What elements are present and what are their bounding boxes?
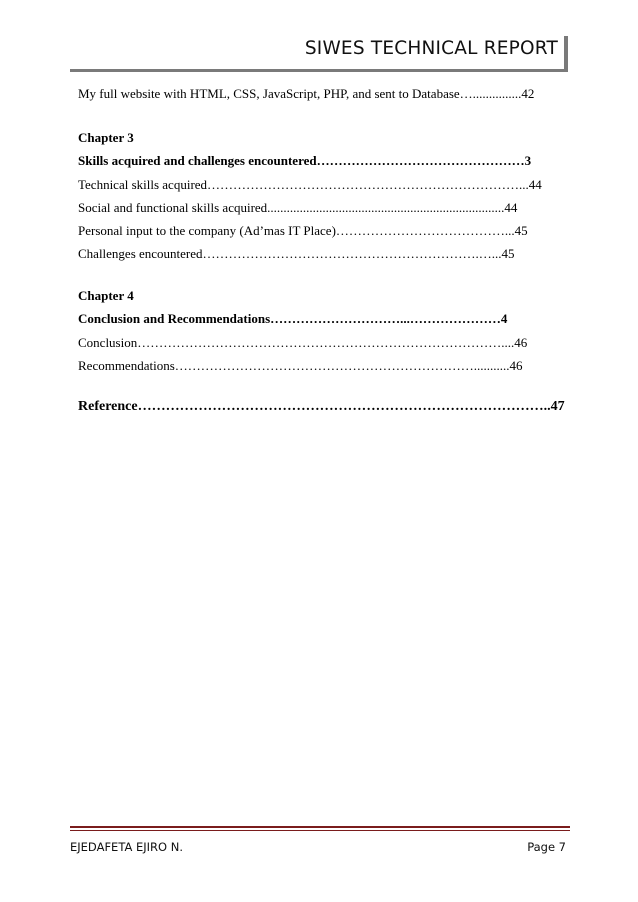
chapter4-title: Conclusion and Recommendations…………………………...…………………4 bbox=[78, 311, 508, 326]
footer-page-number: Page 7 bbox=[527, 840, 566, 854]
toc-entry-recommendations: Recommendations……………………………………………………………...........46 bbox=[78, 358, 523, 373]
header-vertical-bar bbox=[564, 36, 568, 70]
toc-entry-personal-input: Personal input to the company (Ad’mas IT Place)…………………………………...45 bbox=[78, 223, 528, 238]
page-header bbox=[70, 34, 568, 72]
toc-entry-reference: Reference……………………………………………………………………………..47 bbox=[78, 399, 565, 414]
toc-entry-social-skills: Social and functional skills acquired.........................................................................44 bbox=[78, 200, 518, 215]
toc-entry-conclusion: Conclusion…………………………………………………………………………....46 bbox=[78, 335, 528, 350]
footer-rule bbox=[70, 826, 570, 828]
toc-entry-challenges: Challenges encountered……………………………………………………….…...45 bbox=[78, 246, 515, 261]
footer-rule-thin bbox=[70, 830, 570, 831]
header-title: SIWES TECHNICAL REPORT bbox=[304, 38, 558, 59]
toc-entry-website: My full website with HTML, CSS, JavaScript, PHP, and sent to Database…...............42 bbox=[78, 86, 535, 101]
chapter4-heading: Chapter 4 bbox=[78, 288, 134, 303]
chapter3-title: Skills acquired and challenges encountered…………………………………………3 bbox=[78, 153, 532, 168]
header-rule bbox=[70, 69, 568, 72]
chapter3-heading: Chapter 3 bbox=[78, 130, 134, 145]
footer-author: EJEDAFETA EJIRO N. bbox=[70, 840, 183, 854]
toc-entry-technical-skills: Technical skills acquired………………………………………………………………...44 bbox=[78, 177, 542, 192]
